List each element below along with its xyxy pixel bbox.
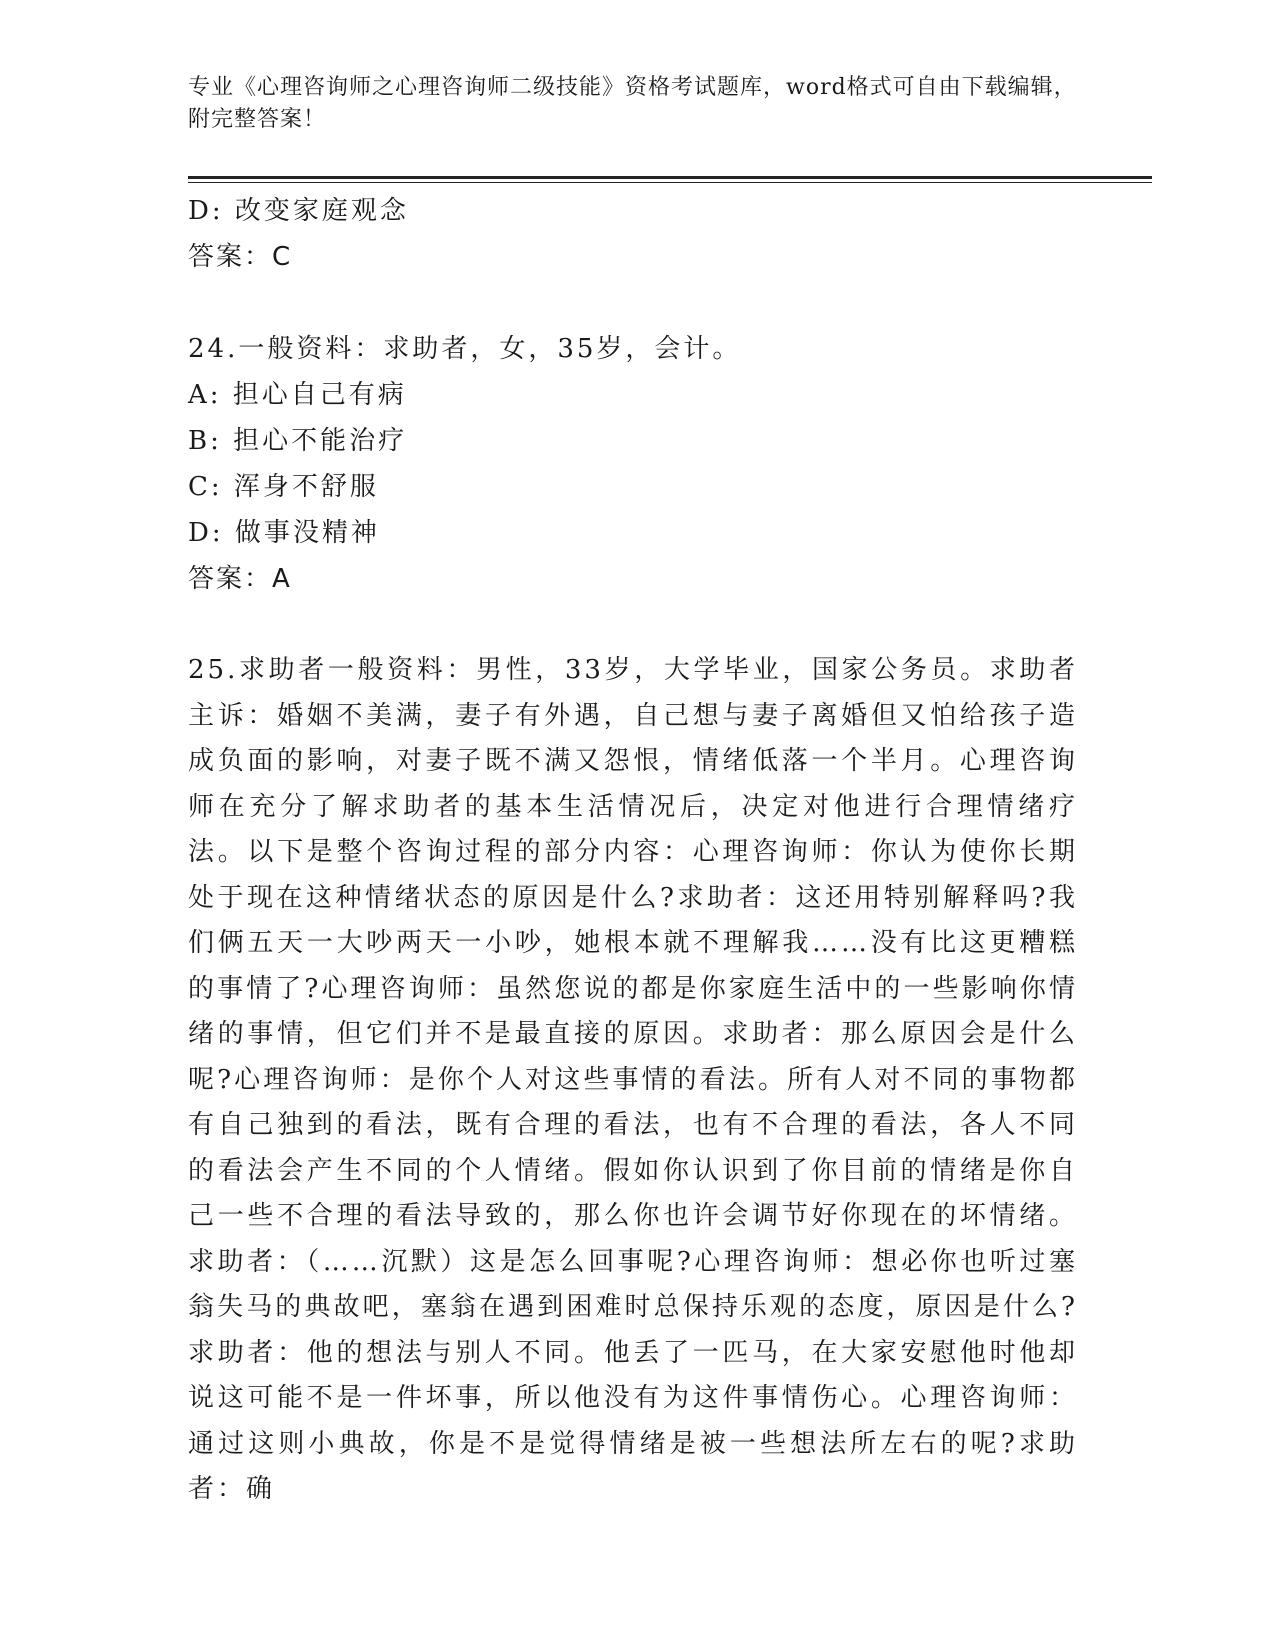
q25-stem: 25.求助者一般资料：男性，33岁，大学毕业，国家公务员。求助者主诉：婚姻不美满，妻子有外遇，自己想与妻子离婚但又怕给孩子造成负面的影响，对妻子既不满又怨恨，情绪低落一个半月。心理咨询师在充分了解求助者的基本生活情况后，决定对他进行合理情绪疗法。以下是整个咨询过程的部分内容：心理咨询师：你认为使你长期处于现在这种情绪状态的原因是什么?求助者：这还用特别解释吗?我们俩五天一大吵两天一小吵，她根本就不理解我……没有比这更糟糕的事情了?心理咨询师：虽然您说的都是你家庭生活中的一些影响你情绪的事情，但它们并不是最直接的原因。求助者：那么原因会是什么呢?心理咨询师：是你个人对这些事情的看法。所有人对不同的事物都有自己独到的看法，既有合理的看法，也有不合理的看法，各人不同的看法会产生不同的个人情绪。假如你认识到了你目前的情绪是你自己一些不合理的看法导致的，那么你也许会调节好你现在的坏情绪。求助者：（……沉默）这是怎么回事呢?心理咨询师：想必你也听过塞翁失马的典故吧，塞翁在遇到困难时总保持乐观的态度，原因是什么?求助者：他的想法与别人不同。他丢了一匹马，在大家安慰他时他却说这可能不是一件坏事，所以他没有为这件事情伤心。心理咨询师：通过这则小典故，你是不是觉得情绪是被一些想法所左右的呢?求助者：确 [188,655,1078,1504]
q23-option-d: D: 改变家庭观念 [188,196,409,226]
q23-answer: 答案：C [188,242,293,272]
document-header: 专业《心理咨询师之心理咨询师二级技能》资格考试题库，word格式可自由下载编辑，附完整答案！ [188,75,1077,132]
q24-option-d: D: 做事没精神 [188,518,380,548]
q24-option-a: A: 担心自己有病 [188,380,407,410]
header-divider-thin [188,182,1152,183]
document-body [188,188,1088,1513]
spacer [188,280,1088,326]
header-divider-thick [188,176,1152,179]
q24-answer: 答案：A [188,564,292,594]
spacer [188,602,1088,648]
q24-option-c: C: 浑身不舒服 [188,472,379,502]
q24-stem: 24.一般资料：求助者，女，35岁，会计。 [188,334,742,364]
q24-option-b: B: 担心不能治疗 [188,426,408,456]
